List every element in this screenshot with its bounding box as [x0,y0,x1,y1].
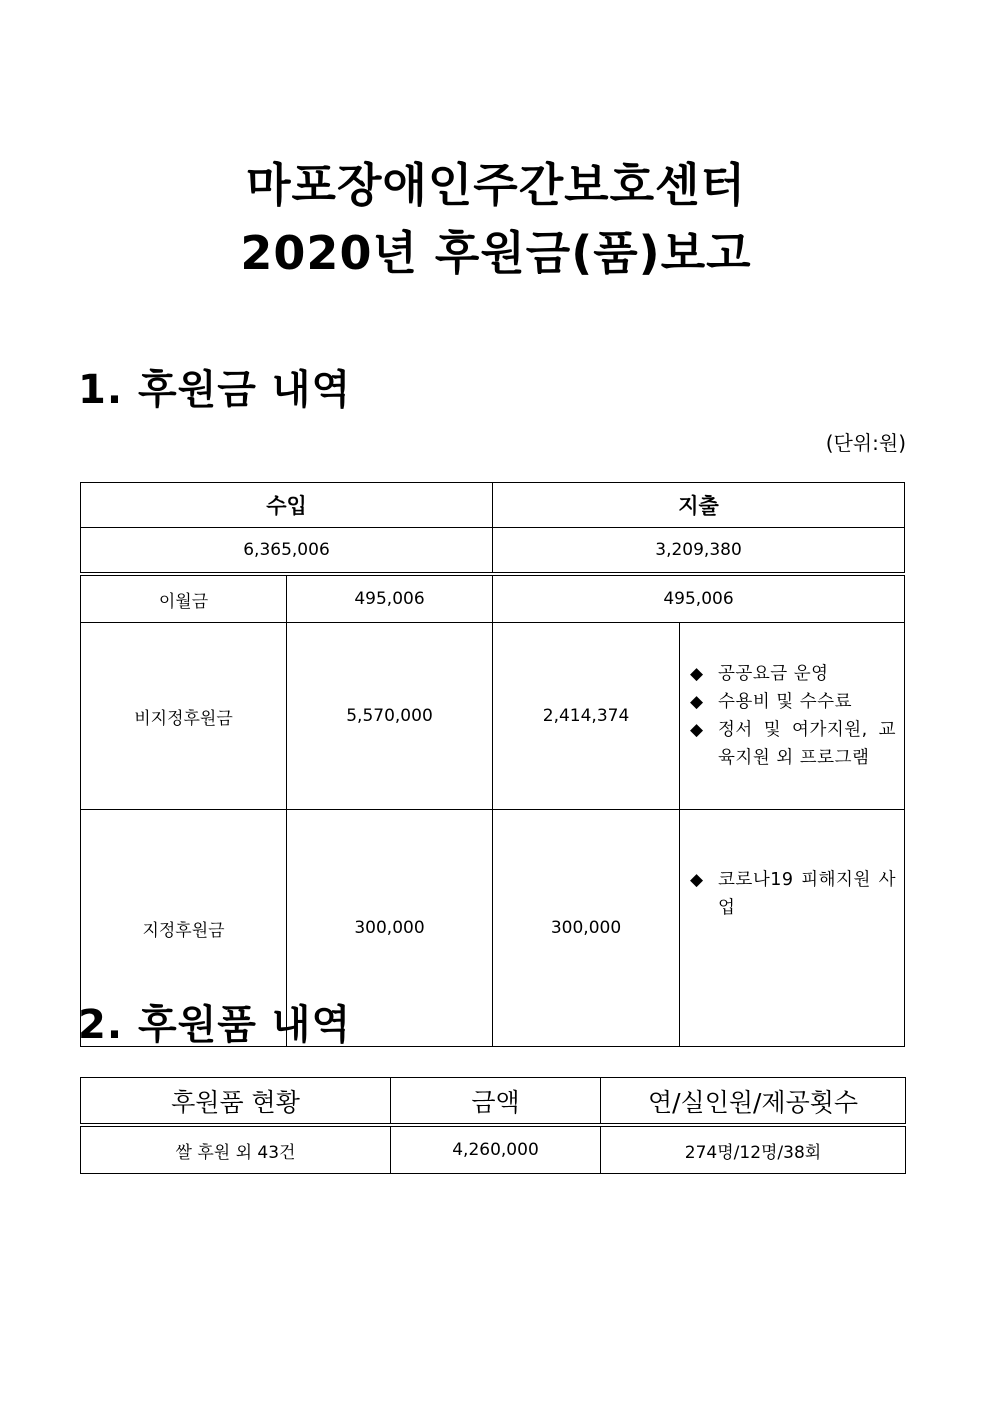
section1-heading: 1. 후원금 내역 [78,367,352,413]
row-expense: 300,000 [493,810,680,1047]
row-income: 300,000 [287,810,493,1047]
document-title-line1: 마포장애인주간보호센터 [246,158,746,212]
row-income: 495,006 [287,574,493,623]
section2-heading: 2. 후원품 내역 [78,1002,352,1048]
document-title-line2: 2020년 후원금(품)보고 [240,226,752,280]
row-expense: 2,414,374 [493,623,680,810]
list-item: ◆ 공공요금 운영 [690,660,896,688]
row-label: 지정후원금 [81,810,287,1047]
diamond-bullet-icon: ◆ [690,720,704,740]
table-row [81,1125,906,1174]
donation-money-table [80,482,905,1047]
diamond-bullet-icon: ◆ [690,870,704,890]
expense-items [690,660,896,772]
list-item: ◆ 정서 및 여가지원, 교육지원 외 프로그램 [690,716,896,772]
income-header: 수입 [81,483,493,528]
diamond-bullet-icon: ◆ [690,664,704,684]
expense-header: 지출 [493,483,905,528]
column-header: 연/실인원/제공횟수 [601,1078,906,1126]
expense-total: 3,209,380 [493,528,905,575]
table-cell: 274명/12명/38회 [601,1125,906,1174]
column-header: 금액 [391,1078,601,1126]
table-header-row [81,1078,906,1126]
unit-label: (단위:원) [825,431,906,455]
row-label: 이월금 [81,574,287,623]
income-total: 6,365,006 [81,528,493,575]
column-header: 후원품 현황 [81,1078,391,1126]
diamond-bullet-icon: ◆ [690,692,704,712]
row-expense: 495,006 [493,574,905,623]
table-row [81,574,905,623]
expense-items [690,866,896,922]
table-header-row [81,483,905,528]
list-item: ◆ 수용비 및 수수료 [690,688,896,716]
list-item: ◆ 코로나19 피해지원 사업 [690,866,896,922]
row-label: 비지정후원금 [81,623,287,810]
table-row [81,623,905,810]
expense-description [680,810,905,1047]
expense-description [680,623,905,810]
donation-goods-table [80,1077,906,1174]
table-cell: 쌀 후원 외 43건 [81,1125,391,1174]
row-income: 5,570,000 [287,623,493,810]
table-cell: 4,260,000 [391,1125,601,1174]
total-row [81,528,905,575]
